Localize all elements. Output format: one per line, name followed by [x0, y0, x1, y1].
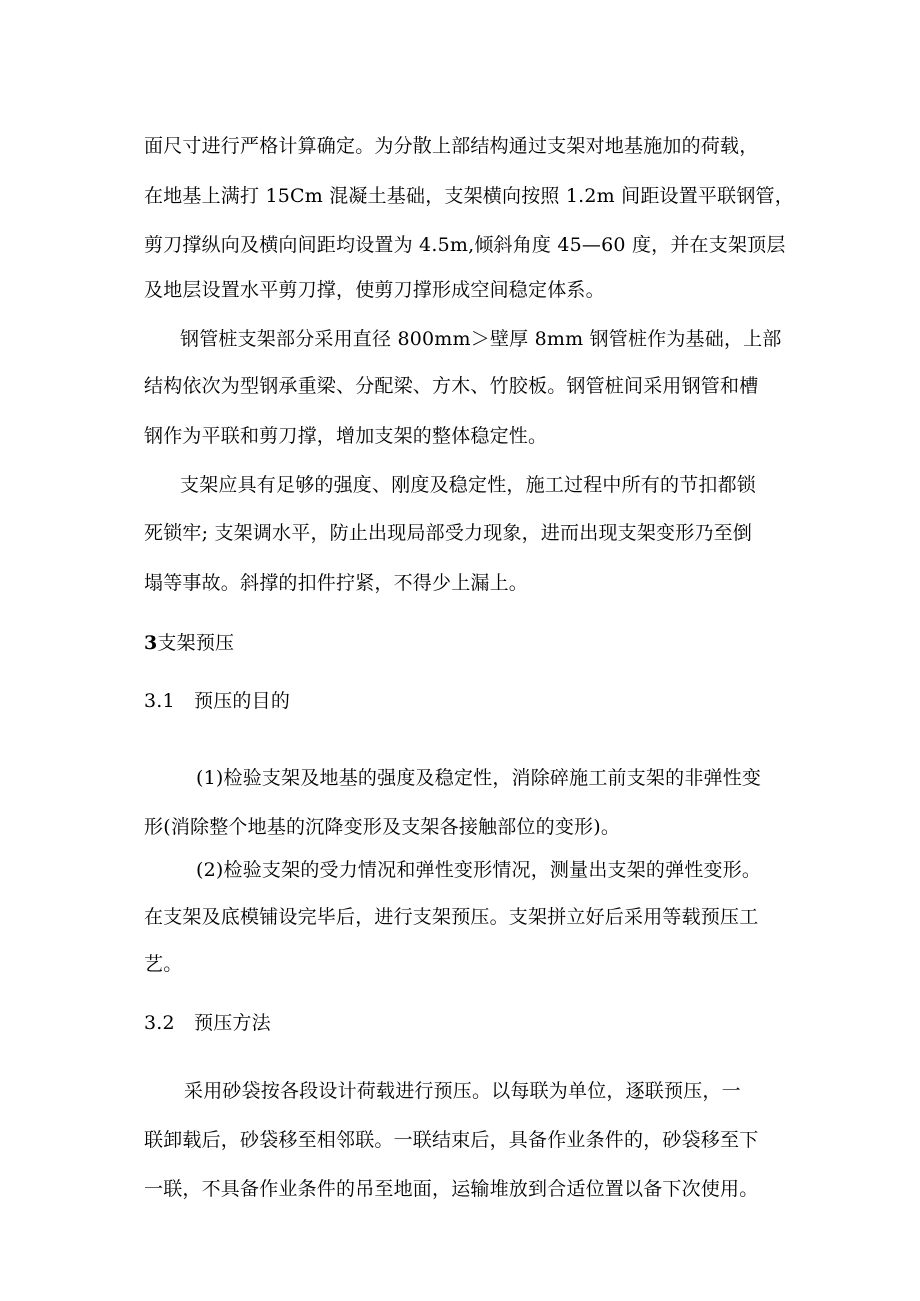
- paragraph-3-line-3: 塌等事故。斜撑的扣件拧紧，不得少上漏上。: [144, 572, 529, 594]
- paragraph-3-line-2: 死锁牢; 支架调水平，防止出现局部受力现象，进而出现支架变形乃至倒: [144, 522, 753, 544]
- paragraph-1-line-3: 剪刀撑纵向及横向间距均设置为 4.5m,倾斜角度 45—60 度，并在支架顶层: [144, 234, 786, 256]
- paragraph-1-line-4: 及地层设置水平剪刀撑，使剪刀撑形成空间稳定体系。: [144, 279, 605, 301]
- paragraph-5-line-2: 在支架及底模铺设完毕后，进行支架预压。支架拼立好后采用等载预压工: [144, 906, 759, 928]
- paragraph-2-line-2: 结构依次为型钢承重梁、分配梁、方木、竹胶板。钢管桩间采用钢管和槽: [144, 375, 759, 397]
- section-3-heading: [144, 631, 234, 655]
- paragraph-4-line-1: (1)检验支架及地基的强度及稳定性，消除碎施工前支架的非弹性变: [196, 767, 762, 789]
- section-3-1-heading: 3.1 预压的目的: [144, 690, 291, 712]
- paragraph-5-line-3: 艺。: [144, 953, 183, 975]
- paragraph-4-line-2: 形(消除整个地基的沉降变形及支架各接触部位的变形)。: [144, 816, 621, 838]
- paragraph-2-line-3: 钢作为平联和剪刀撑，增加支架的整体稳定性。: [144, 425, 548, 447]
- paragraph-6-line-2: 联卸载后，砂袋移至相邻联。一联结束后，具备作业条件的，砂袋移至下: [144, 1129, 759, 1151]
- paragraph-5-line-1: (2)检验支架的受力情况和弹性变形情况，测量出支架的弹性变形。: [196, 859, 762, 881]
- paragraph-3-line-1: 支架应具有足够的强度、刚度及稳定性，施工过程中所有的节扣都锁: [180, 474, 757, 496]
- section-3-number: 3: [144, 632, 158, 654]
- section-3-title: 支架预压: [157, 632, 235, 654]
- paragraph-2-line-1: 钢管桩支架部分采用直径 800mm＞壁厚 8mm 钢管桩作为基础，上部: [180, 328, 782, 350]
- paragraph-1-line-2: 在地基上满打 15Cm 混凝土基础，支架横向按照 1.2m 间距设置平联钢管，: [144, 185, 794, 207]
- paragraph-6-line-3: 一联，不具备作业条件的吊至地面，运输堆放到合适位置以备下次使用。: [144, 1178, 759, 1200]
- section-3-2-heading: 3.2 预压方法: [144, 1012, 271, 1034]
- paragraph-1-line-1: 面尺寸进行严格计算确定。为分散上部结构通过支架对地基施加的荷载，: [144, 135, 759, 157]
- paragraph-6-line-1: 采用砂袋按各段设计荷载进行预压。以每联为单位，逐联预压，一: [184, 1080, 741, 1102]
